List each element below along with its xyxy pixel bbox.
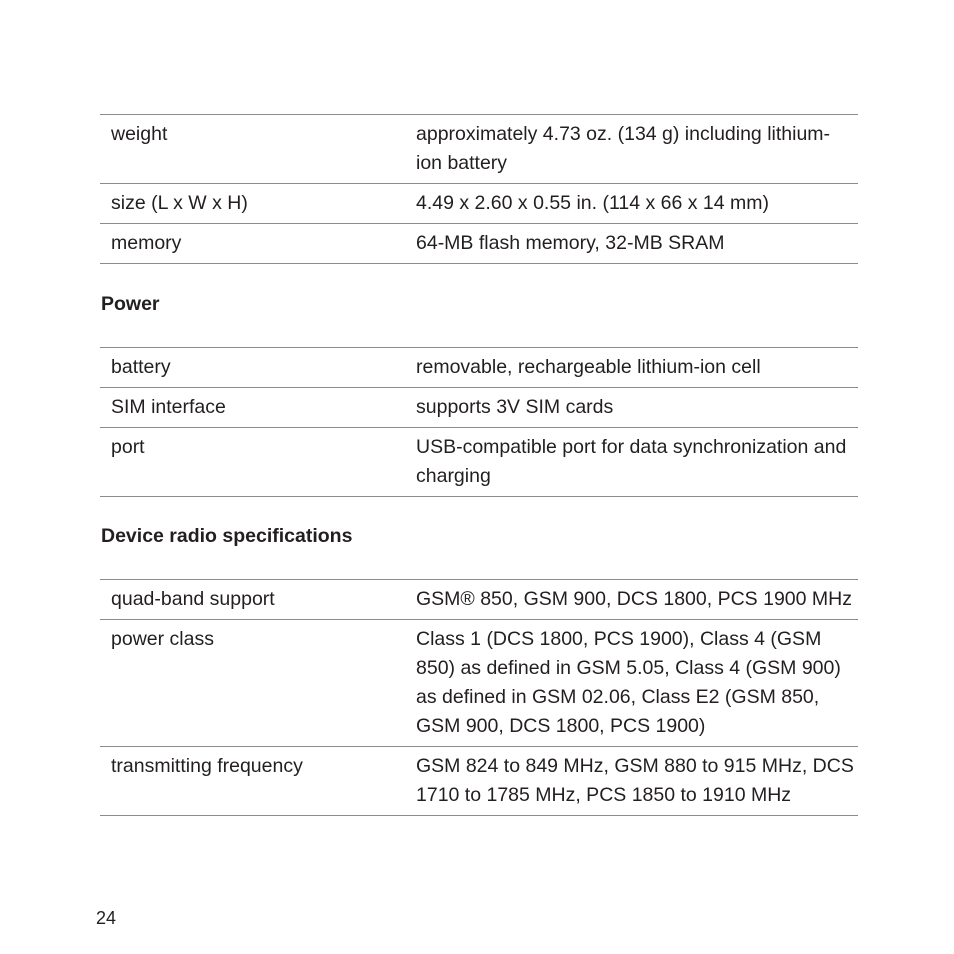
section-heading-radio: Device radio specifications [101, 525, 353, 547]
table-row [100, 115, 858, 184]
section-heading-power: Power [101, 293, 160, 315]
spec-label-power-class: power class [100, 620, 416, 747]
spec-label-memory: memory [100, 224, 416, 264]
table-row [100, 184, 858, 224]
spec-label-size: size (L x W x H) [100, 184, 416, 224]
general-specs-table [100, 114, 858, 264]
spec-label-battery: battery [100, 348, 416, 388]
spec-value-memory: 64-MB flash memory, 32-MB SRAM [416, 224, 858, 264]
spec-value-quad-band: GSM® 850, GSM 900, DCS 1800, PCS 1900 MHz [416, 580, 858, 620]
spec-value-port: USB-compatible port for data synchronization and charging [416, 428, 858, 497]
spec-value-sim-interface: supports 3V SIM cards [416, 388, 858, 428]
spec-value-transmitting-frequency: GSM 824 to 849 MHz, GSM 880 to 915 MHz, DCS 1710 to 1785 MHz, PCS 1850 to 1910 MHz [416, 747, 858, 816]
radio-specs-table [100, 579, 858, 816]
table-row [100, 620, 858, 747]
table-row [100, 747, 858, 816]
spec-value-weight: approximately 4.73 oz. (134 g) including lithium-ion battery [416, 115, 858, 184]
table-row [100, 388, 858, 428]
spec-label-sim-interface: SIM interface [100, 388, 416, 428]
spec-label-quad-band: quad-band support [100, 580, 416, 620]
spec-label-transmitting-frequency: transmitting frequency [100, 747, 416, 816]
power-specs-table [100, 347, 858, 497]
spec-value-battery: removable, rechargeable lithium-ion cell [416, 348, 858, 388]
spec-label-weight: weight [100, 115, 416, 184]
table-row [100, 428, 858, 497]
table-row [100, 580, 858, 620]
table-row [100, 224, 858, 264]
spec-value-size: 4.49 x 2.60 x 0.55 in. (114 x 66 x 14 mm) [416, 184, 858, 224]
table-row [100, 348, 858, 388]
spec-value-power-class: Class 1 (DCS 1800, PCS 1900), Class 4 (GSM 850) as defined in GSM 5.05, Class 4 (GSM 900) as defined in GSM 02.06, Class E2 (GSM 850, GSM 900, DCS 1800, PCS 1900) [416, 620, 858, 747]
spec-label-port: port [100, 428, 416, 497]
page-number: 24 [96, 908, 117, 928]
